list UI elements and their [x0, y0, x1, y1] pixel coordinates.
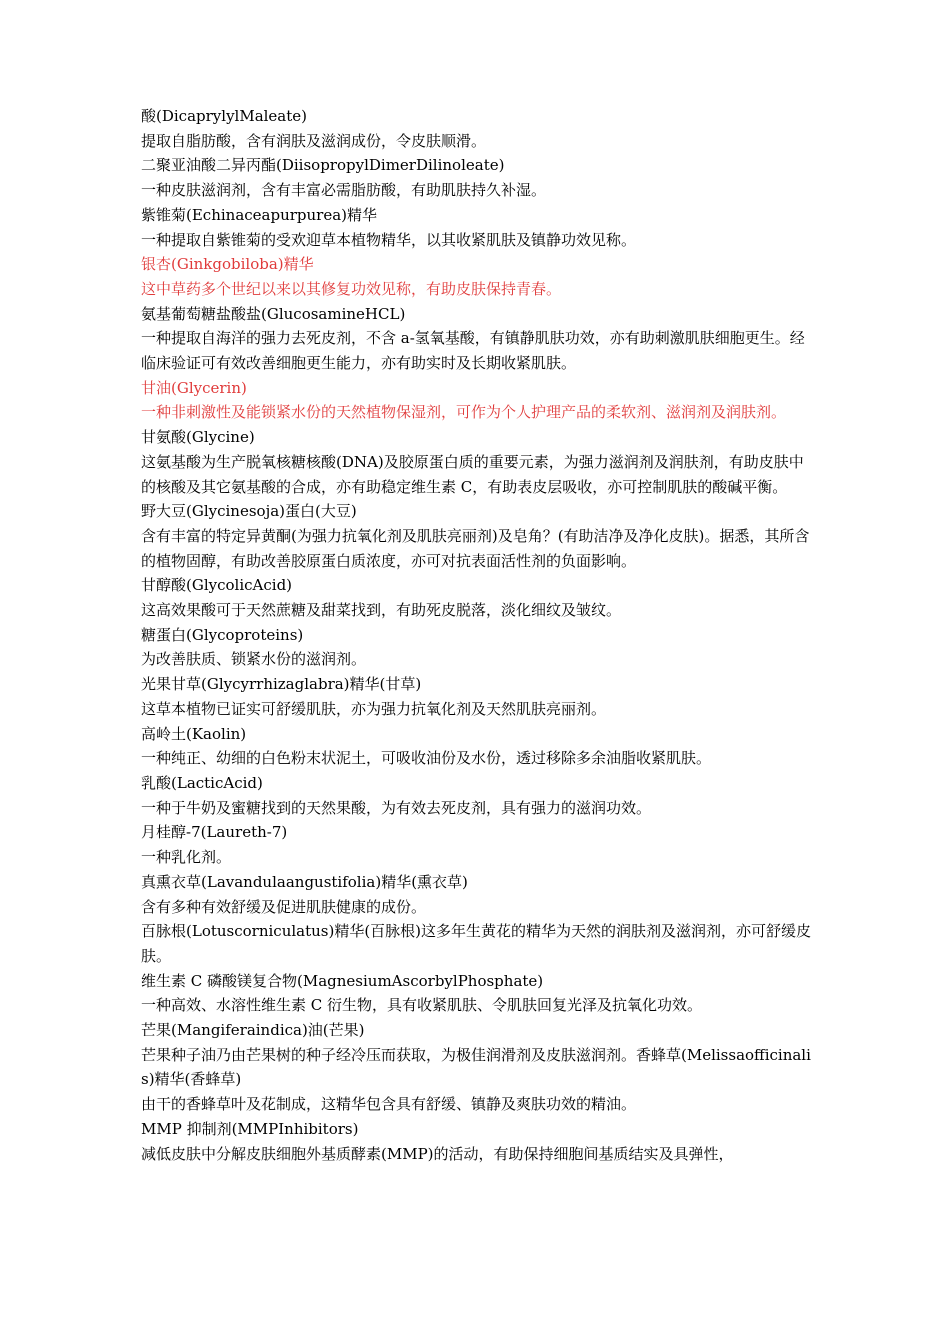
text-line: 一种高效、水溶性维生素 C 衍生物，具有收紧肌肤、令肌肤回复光泽及抗氧化功效。 [141, 996, 703, 1015]
text-line: 减低皮肤中分解皮肤细胞外基质酵素(MMP)的活动，有助保持细胞间基质结实及具弹性， [141, 1144, 734, 1163]
text-line: 百脉根(Lotuscorniculatus)精华(百脉根)这多年生黄花的精华为天然的润肤剂及滋润剂，亦可舒缓皮肤。 [141, 922, 812, 965]
text-line: 甘醇酸(GlycolicAcid) [141, 576, 293, 595]
text-line: 芒果(Mangiferaindica)油(芒果) [141, 1021, 365, 1040]
text-line: 芒果种子油乃由芒果树的种子经冷压而获取，为极佳润滑剂及皮肤滋润剂。香蜂草(Melissaofficinalis)精华(香蜂草) [141, 1045, 811, 1089]
text-line: MMP 抑制剂(MMPInhibitors) [141, 1119, 359, 1138]
text-line: 一种于牛奶及蜜糖找到的天然果酸，为有效去死皮剂，具有强力的滋润功效。 [141, 798, 652, 817]
text-line: 甘氨酸(Glycine) [141, 428, 255, 447]
text-line: 糖蛋白(Glycoproteins) [141, 625, 304, 644]
text-line: 一种提取自紫锥菊的受欢迎草本植物精华，以其收紧肌肤及镇静功效见称。 [141, 230, 637, 249]
text-line: 一种非刺激性及能锁紧水份的天然植物保湿剂，可作为个人护理产品的柔软剂、滋润剂及润肤剂。 [141, 403, 787, 422]
text-line: 一种纯正、幼细的白色粉末状泥土，可吸收油份及水份，透过移除多余油脂收紧肌肤。 [141, 749, 712, 768]
text-line: 高岭土(Kaolin) [141, 724, 247, 743]
text-line: 为改善肤质、锁紧水份的滋润剂。 [141, 650, 367, 669]
text-line: 一种皮肤滋润剂，含有丰富必需脂肪酸，有助肌肤持久补湿。 [141, 181, 547, 200]
text-line: 紫锥菊(Echinaceapurpurea)精华 [141, 205, 378, 224]
text-line: 这氨基酸为生产脱氧核糖核酸(DNA)及胶原蛋白质的重要元素，为强力滋润剂及润肤剂，有助皮肤中的核酸及其它氨基酸的合成，亦有助稳定维生素 C，有助表皮层吸收，亦可控制肌肤的酸碱平衡。 [141, 452, 804, 496]
text-line: 一种乳化剂。 [141, 848, 232, 867]
text-line: 二聚亚油酸二异丙酯(DiisopropylDimerDilinoleate) [141, 156, 505, 175]
document-body [141, 104, 813, 1166]
text-line: 这草本植物已证实可舒缓肌肤，亦为强力抗氧化剂及天然肌肤亮丽剂。 [141, 699, 607, 718]
text-line: 提取自脂肪酸，含有润肤及滋润成份，令皮肤顺滑。 [141, 131, 487, 150]
text-line: 这中草药多个世纪以来以其修复功效见称，有助皮肤保持青春。 [141, 279, 562, 298]
text-line: 含有丰富的特定异黄酮(为强力抗氧化剂及肌肤亮丽剂)及皂角？(有助洁净及净化皮肤)。据悉，其所含的植物固醇，有助改善胶原蛋白质浓度，亦可对抗表面活性剂的负面影响。 [141, 526, 810, 570]
text-line: 真熏衣草(Lavandulaangustifolia)精华(熏衣草) [141, 872, 468, 891]
text-line: 氨基葡萄糖盐酸盐(GlucosamineHCL) [141, 304, 406, 323]
text-line: 由干的香蜂草叶及花制成，这精华包含具有舒缓、镇静及爽肤功效的精油。 [141, 1095, 637, 1114]
text-line: 甘油(Glycerin) [141, 378, 247, 397]
text-line: 一种提取自海洋的强力去死皮剂，不含 a-氢氧基酸，有镇静肌肤功效，亦有助刺激肌肤细胞更生。经临床验证可有效改善细胞更生能力，亦有助实时及长期收紧肌肤。 [141, 329, 805, 373]
text-line: 银杏(Ginkgobiloba)精华 [141, 255, 314, 274]
text-line: 酸(DicaprylylMaleate) [141, 107, 308, 125]
text-line: 月桂醇-7(Laureth-7) [141, 823, 288, 842]
text-line: 光果甘草(Glycyrrhizaglabra)精华(甘草) [141, 675, 422, 694]
text-line: 这高效果酸可于天然蔗糖及甜菜找到，有助死皮脱落，淡化细纹及皱纹。 [141, 601, 622, 620]
text-line: 含有多种有效舒缓及促进肌肤健康的成份。 [141, 897, 427, 916]
text-line: 维生素 C 磷酸镁复合物(MagnesiumAscorbylPhosphate) [141, 971, 544, 990]
text-line: 野大豆(Glycinesoja)蛋白(大豆) [141, 502, 357, 521]
text-line: 乳酸(LacticAcid) [141, 773, 263, 792]
